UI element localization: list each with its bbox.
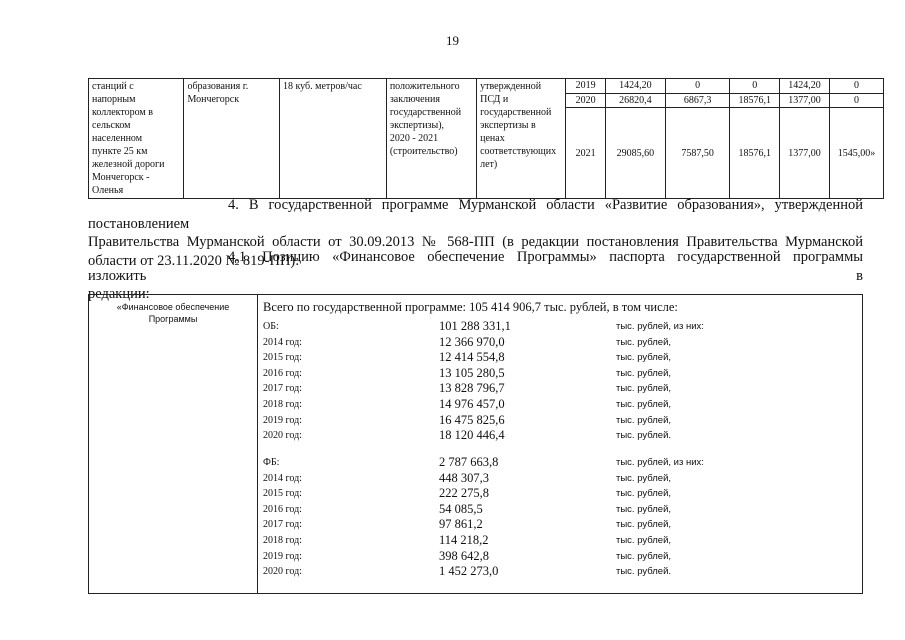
cost-basis-line: государственной (480, 107, 552, 118)
table-cell: 29085,60 (605, 108, 665, 199)
object-name-line: напорным (92, 94, 136, 105)
unit-label: тыс. рублей, (616, 488, 672, 500)
year-label: 2016 год: (263, 367, 302, 379)
year-label: 2018 год: (263, 535, 302, 546)
table-cell: 2020 (566, 93, 605, 108)
table-cell: 7587,50 (665, 108, 729, 199)
finance-row (263, 350, 863, 366)
municipality-cell (184, 79, 279, 199)
table-cell: 2019 (566, 79, 605, 94)
table-cell: 0 (829, 93, 883, 108)
unit-label: тыс. рублей, (616, 336, 672, 348)
table-cell: 26820,4 (605, 93, 665, 108)
year-label: ОБ: (263, 321, 279, 332)
year-label: 2016 год: (263, 503, 302, 515)
amount-value: 12 414 554,8 (439, 350, 505, 365)
status-cell (386, 79, 476, 199)
year-label: 2014 год: (263, 472, 302, 484)
table-cell: 0 (665, 79, 729, 94)
year-label: 2017 год: (263, 519, 302, 531)
unit-label: тыс. рублей, (616, 519, 672, 531)
unit-label: тыс. рублей, (616, 367, 672, 379)
object-name-cell (89, 79, 184, 199)
finance-row (263, 564, 863, 580)
amount-value: 97 861,2 (439, 517, 483, 532)
unit-label: тыс. рублей, (616, 535, 672, 546)
paragraph-line: Правительства Мурманской области от 30.09.2013 № 568-ПП (в редакции постановления Правительства Мурманской (88, 234, 863, 250)
year-label: 2015 год: (263, 488, 302, 500)
amount-value: 13 105 280,5 (439, 365, 505, 380)
year-label: 2020 год: (263, 430, 302, 442)
amount-value: 16 475 825,6 (439, 412, 505, 427)
finance-row (263, 381, 863, 397)
finance-row (263, 428, 863, 444)
amount-value: 398 642,8 (439, 548, 489, 563)
object-name-line: сельском (92, 120, 131, 131)
amount-value: 54 085,5 (439, 501, 483, 516)
project-table (88, 78, 884, 199)
cost-basis-line: экспертизы в (480, 120, 536, 131)
page-number: 19 (446, 33, 459, 48)
table-cell: 0 (829, 79, 883, 94)
capacity-line: 18 куб. метров/час (282, 81, 362, 92)
cost-basis-line: ценах (480, 133, 505, 144)
finance-total: Всего по государственной программе: 105 414 906,7 тыс. рублей, в том числе: (263, 300, 678, 314)
status-line: (строительство) (389, 146, 458, 157)
finance-row (263, 397, 863, 413)
unit-label: тыс. рублей, (616, 399, 672, 410)
year-label: 2019 год: (263, 550, 302, 562)
finance-row (263, 533, 863, 549)
finance-content-cell (259, 295, 862, 593)
amount-value: 13 828 796,7 (439, 381, 505, 396)
object-name-line: Оленья (92, 185, 124, 196)
cost-basis-line: лет) (480, 159, 498, 170)
finance-label-cell (89, 295, 258, 593)
object-name-line: железной дороги (92, 159, 165, 170)
status-line: заключения (389, 94, 440, 105)
amount-value: 222 275,8 (439, 486, 489, 501)
finance-row (263, 486, 863, 502)
table-cell: 0 (730, 79, 780, 94)
capacity-cell (279, 79, 386, 199)
object-name-line: пункте 25 км (92, 146, 148, 157)
finance-row (263, 502, 863, 518)
status-line: государственной (389, 107, 462, 118)
year-label: 2014 год: (263, 336, 302, 348)
unit-label: тыс. рублей, (616, 383, 672, 395)
year-label: 2017 год: (263, 383, 302, 395)
table-cell: 2021 (566, 108, 605, 199)
amount-value: 448 307,3 (439, 470, 489, 485)
year-label: 2020 год: (263, 566, 302, 578)
finance-table (88, 294, 863, 594)
unit-label: тыс. рублей, из них: (616, 457, 704, 468)
table-cell: 1377,00 (780, 108, 830, 199)
object-name-line: коллектором в (92, 107, 153, 118)
unit-label: тыс. рублей, (616, 472, 672, 484)
paragraph-line: редакции: (88, 286, 150, 302)
year-label: ФБ: (263, 457, 280, 468)
finance-row (263, 549, 863, 565)
table-cell: 1545,00» (829, 108, 883, 199)
finance-row (263, 413, 863, 429)
object-name-line: Мончегорск - (92, 172, 150, 183)
finance-row (263, 319, 863, 335)
amount-value: 101 288 331,1 (439, 319, 511, 333)
municipality-line: образования г. (187, 81, 249, 92)
finance-label: Программы (148, 314, 198, 324)
paragraph-line: 4. В государственной программе Мурманской области «Развитие образования», утвержденной постановлением (88, 197, 863, 232)
finance-row (263, 517, 863, 533)
amount-value: 14 976 457,0 (439, 397, 505, 411)
unit-label: тыс. рублей, (616, 352, 672, 364)
status-line: экспертизы), (389, 120, 445, 131)
amount-value: 1 452 273,0 (439, 564, 499, 579)
finance-row (263, 471, 863, 487)
unit-label: тыс. рублей. (616, 566, 672, 578)
year-label: 2015 год: (263, 352, 302, 364)
amount-value: 18 120 446,4 (439, 428, 505, 443)
object-name-line: населенном (92, 133, 143, 144)
finance-row (263, 366, 863, 382)
amount-value: 2 787 663,8 (439, 455, 499, 469)
cost-basis-line: утвержденной (480, 81, 542, 92)
amount-value: 114 218,2 (439, 533, 489, 547)
municipality-line: Мончегорск (187, 94, 240, 105)
table-cell: 18576,1 (730, 108, 780, 199)
status-line: положительного (389, 81, 460, 92)
cost-basis-cell (477, 79, 566, 199)
unit-label: тыс. рублей, (616, 550, 672, 562)
amount-value: 12 366 970,0 (439, 334, 505, 349)
finance-row (263, 455, 863, 471)
unit-label: тыс. рублей. (616, 430, 672, 442)
object-name-line: станций с (92, 81, 134, 92)
cost-basis-line: ПСД и (480, 94, 509, 105)
paragraph-line: области от 23.11.2020 № 819-ПП): (88, 252, 300, 269)
table-cell: 18576,1 (730, 93, 780, 108)
year-label: 2019 год: (263, 414, 302, 426)
table-cell: 1424,20 (605, 79, 665, 94)
year-label: 2018 год: (263, 399, 302, 410)
table-cell: 1377,00 (780, 93, 830, 108)
table-cell: 1424,20 (780, 79, 830, 94)
unit-label: тыс. рублей, (616, 503, 672, 515)
finance-label: «Финансовое обеспечение (116, 302, 230, 312)
finance-row (263, 335, 863, 351)
table-cell: 6867,3 (665, 93, 729, 108)
cost-basis-line: соответствующих (480, 146, 557, 157)
paragraph-line: 4.1. Позицию «Финансовое обеспечение Программы» паспорта государственной программы изложить в (88, 249, 863, 284)
unit-label: тыс. рублей, из них: (616, 321, 704, 332)
unit-label: тыс. рублей, (616, 414, 672, 426)
status-line: 2020 - 2021 (389, 133, 439, 144)
